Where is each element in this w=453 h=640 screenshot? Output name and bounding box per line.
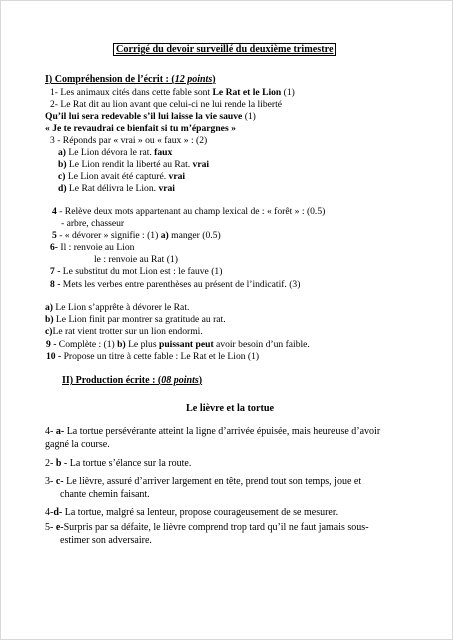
story-paragraph: 2- b - La tortue s’élance sur la route. [45, 458, 192, 469]
answer-3-item: b) Le Lion rendit la liberté au Rat. vrai [58, 159, 210, 170]
answer-3-item: c) Le Lion avait été capturé. vrai [58, 171, 186, 182]
answer-8-item: b) Le Lion finit par montrer sa gratitude au rat. [45, 314, 226, 325]
answer-6: 6- Il : renvoie au Lion [50, 242, 135, 253]
answer-4: - arbre, chasseur [61, 218, 125, 229]
story-paragraph-cont: gagné la course. [45, 439, 110, 450]
story-paragraph: 5- e-Surpris par sa défaite, le lièvre comprend trop tard qu’il ne faut jamais sous- [45, 522, 369, 533]
story-title: Le lièvre et la tortue [186, 403, 275, 414]
answer-2-quote: « Je te revaudrai ce bienfait si tu m’épargnes » [45, 123, 236, 134]
story-paragraph-cont: chante chemin faisant. [60, 489, 150, 500]
document-title: Corrigé du devoir surveillé du deuxième trimestre [113, 44, 336, 56]
part2-heading: II) Production écrite : (08 points) [62, 375, 203, 386]
answer-7: 7 - Le substitut du mot Lion est : le fauve (1) [50, 266, 223, 277]
answer-2: 2- Le Rat dit au lion avant que celui-ci ne lui rende la liberté [50, 99, 283, 110]
question-4: 4 - Relève deux mots appartenant au champ lexical de : « forêt » : (0.5) [52, 206, 326, 217]
story-paragraph: 4-d- La tortue, malgré sa lenteur, propose courageusement de se mesurer. [45, 507, 339, 518]
answer-6b: le : renvoie au Rat (1) [94, 254, 178, 265]
answer-9: 9 - Complète : (1) b) Le plus puissant peut avoir besoin d’un faible. [46, 339, 310, 350]
answer-3-item: a) Le Lion dévora le rat. faux [58, 147, 173, 158]
story-paragraph: 4- a- La tortue persévérante atteint la ligne d’arrivée épuisée, mais heureuse d’avoir [45, 426, 381, 437]
answer-8-item: a) Le Lion s’apprête à dévorer le Rat. [45, 302, 190, 313]
question-3: 3 - Réponds par « vrai » ou « faux » : (2) [50, 135, 208, 146]
story-paragraph-cont: estimer son adversaire. [60, 535, 152, 546]
answer-5: 5 - « dévorer » signifie : (1) a) manger (0.5) [52, 230, 221, 241]
answer-8-item: c)Le rat vient trotter sur un lion endormi. [45, 326, 203, 337]
answer-10: 10 - Propose un titre à cette fable : Le Rat et le Lion (1) [46, 351, 260, 362]
question-8: 8 - Mets les verbes entre parenthèses au présent de l’indicatif. (3) [50, 279, 301, 290]
answer-2-reply: Qu’il lui sera redevable s’il lui laisse la vie sauve (1) [45, 111, 256, 122]
answer-3-item: d) Le Rat délivra le Lion. vrai [58, 183, 175, 194]
story-paragraph: 3- c- Le lièvre, assuré d’arriver largement en tête, prend tout son temps, joue et [45, 476, 362, 487]
answer-1: 1- Les animaux cités dans cette fable sont Le Rat et le Lion (1) [50, 87, 295, 98]
part1-heading: I) Compréhension de l’écrit : (12 points) [45, 74, 216, 85]
